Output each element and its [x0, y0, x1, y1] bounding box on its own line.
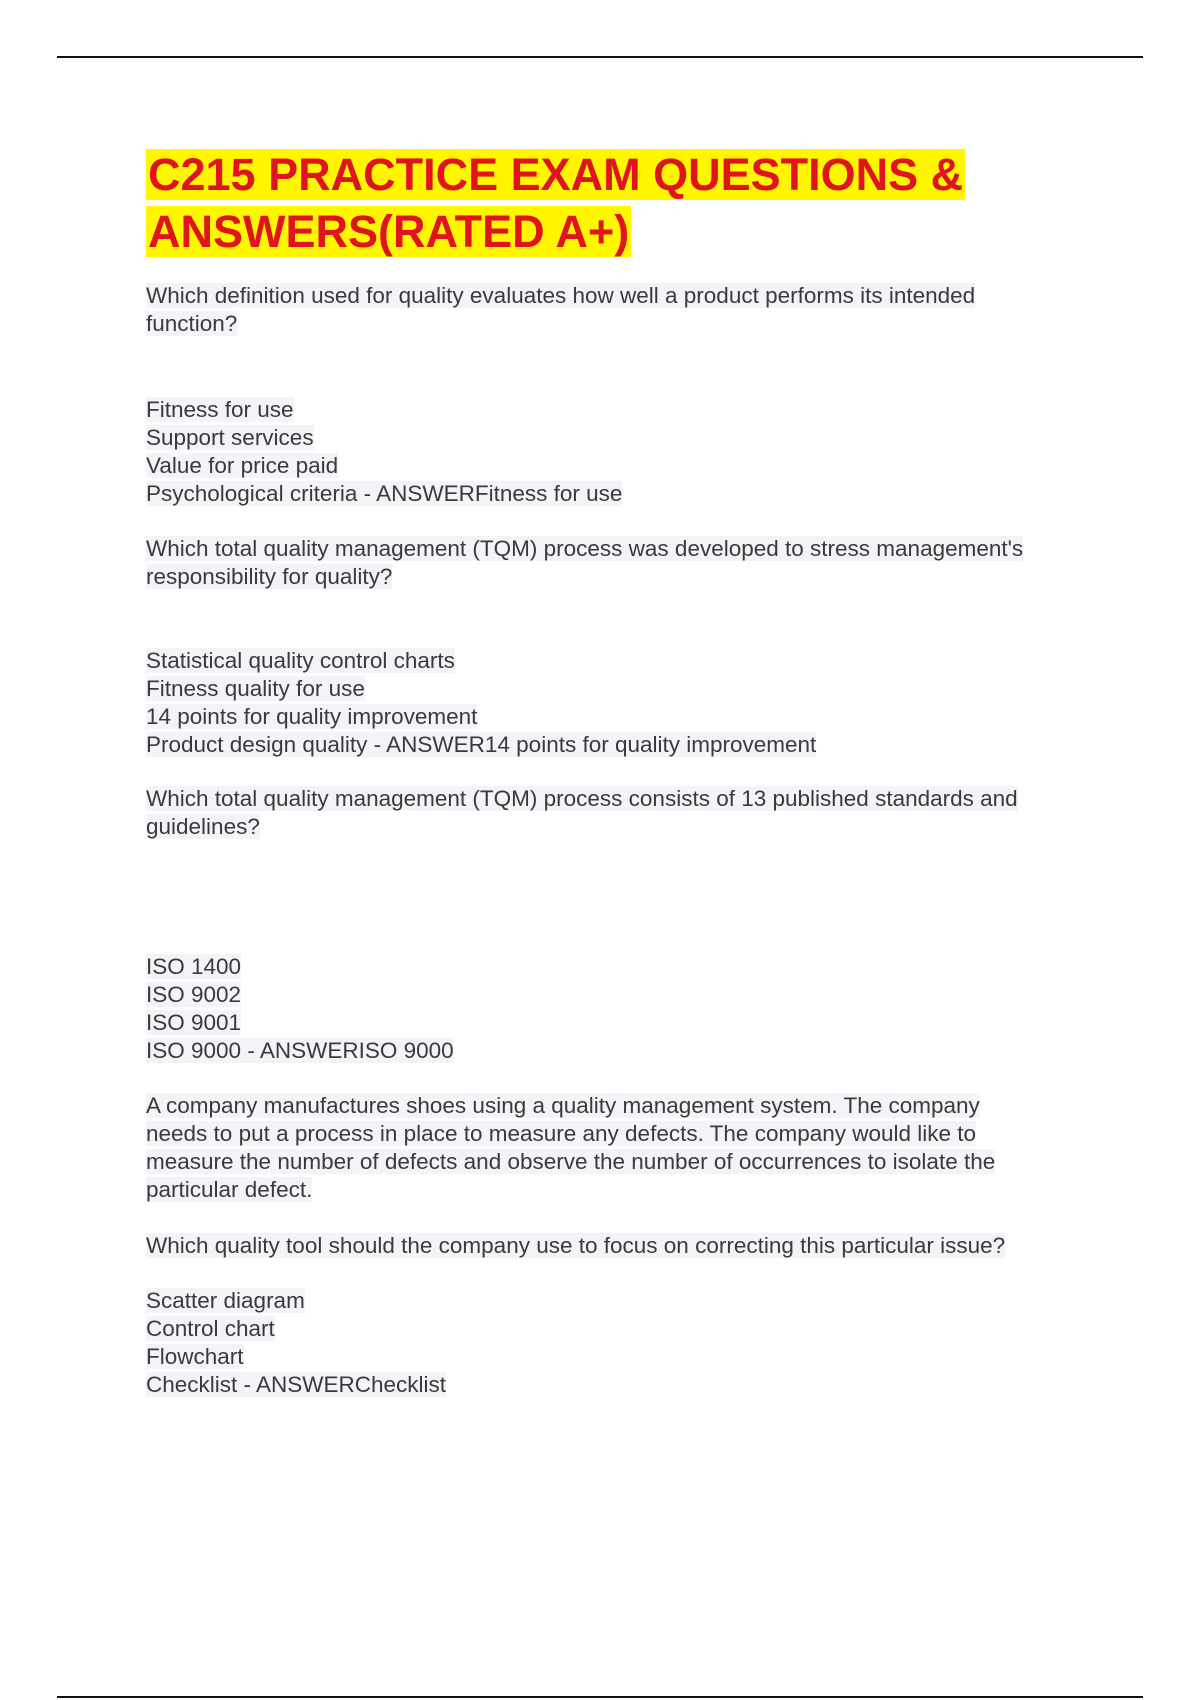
question-3-prompt-line-1: Which total quality management (TQM) process consists of 13 published standards and — [146, 786, 1018, 811]
bottom-divider — [57, 1696, 1143, 1698]
question-2-option-4-answer: Product design quality - ANSWER14 points for quality improvement — [146, 732, 817, 757]
question-3-option-1: ISO 1400 — [146, 954, 242, 979]
question-1-option-4-answer: Psychological criteria - ANSWERFitness for use — [146, 481, 623, 506]
question-3-option-2: ISO 9002 — [146, 982, 242, 1007]
question-1-option-1: Fitness for use — [146, 397, 294, 422]
question-3-option-3: ISO 9001 — [146, 1010, 242, 1035]
question-2-option-1: Statistical quality control charts — [146, 648, 455, 673]
question-4-prompt — [146, 1092, 1106, 1204]
title-line-1: C215 PRACTICE EXAM QUESTIONS & — [148, 149, 964, 200]
question-4-subprompt: Which quality tool should the company use to focus on correcting this particular issue? — [146, 1233, 1006, 1258]
question-4-options — [146, 1287, 1106, 1399]
question-4-option-1: Scatter diagram — [146, 1288, 305, 1313]
question-2-prompt — [146, 535, 1106, 591]
question-4-prompt-line-3: measure the number of defects and observe the number of occurrences to isolate the — [146, 1149, 996, 1174]
question-4-option-2: Control chart — [146, 1316, 275, 1341]
top-divider — [57, 56, 1143, 58]
document-title — [146, 146, 1106, 260]
question-2-prompt-line-2: responsibility for quality? — [146, 564, 393, 589]
question-4-prompt-line-1: A company manufactures shoes using a quality management system. The company — [146, 1093, 980, 1118]
document-header — [146, 146, 1106, 260]
question-4-subprompt-block — [146, 1232, 1106, 1260]
question-4-option-3: Flowchart — [146, 1344, 244, 1369]
question-1-options — [146, 396, 1106, 508]
question-4-prompt-line-2: needs to put a process in place to measure any defects. The company would like to — [146, 1121, 977, 1146]
question-4-option-4-answer: Checklist - ANSWERChecklist — [146, 1372, 447, 1397]
question-1-prompt-line-2: function? — [146, 311, 238, 336]
question-1-prompt-line-1: Which definition used for quality evaluates how well a product performs its intended — [146, 283, 976, 308]
question-3-prompt — [146, 785, 1106, 841]
question-2-option-3: 14 points for quality improvement — [146, 704, 478, 729]
question-2-prompt-line-1: Which total quality management (TQM) process was developed to stress management's — [146, 536, 1024, 561]
question-2-option-2: Fitness quality for use — [146, 676, 365, 701]
question-3-options — [146, 953, 1106, 1065]
question-1-option-2: Support services — [146, 425, 314, 450]
question-4-prompt-line-4: particular defect. — [146, 1177, 313, 1202]
question-2-options — [146, 647, 1106, 759]
title-line-2: ANSWERS(RATED A+) — [148, 206, 630, 257]
question-3-option-4-answer: ISO 9000 - ANSWERISO 9000 — [146, 1038, 454, 1063]
question-3-prompt-line-2: guidelines? — [146, 814, 260, 839]
question-1-prompt — [146, 282, 1106, 338]
question-1-option-3: Value for price paid — [146, 453, 339, 478]
